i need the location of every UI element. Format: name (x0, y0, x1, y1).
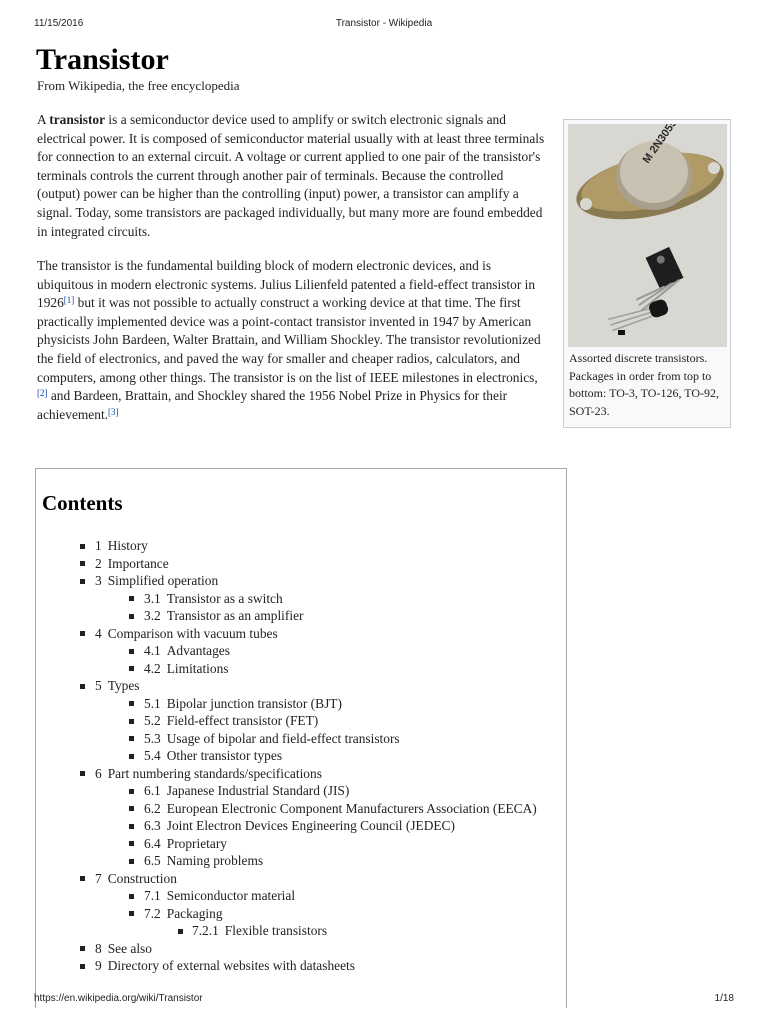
infobox (563, 119, 731, 428)
toc-item[interactable] (36, 625, 568, 643)
bullet-icon (129, 911, 134, 916)
toc-item[interactable] (36, 800, 568, 818)
bullet-icon (80, 579, 85, 584)
toc-label: Comparison with vacuum tubes (107, 625, 278, 641)
toc-item[interactable] (36, 922, 568, 940)
p1-lead: A (37, 112, 50, 127)
toc-number: 1 (95, 538, 102, 553)
transistors-photo[interactable] (568, 124, 727, 347)
toc-item[interactable] (36, 695, 568, 713)
reference-link-2[interactable]: [2] (37, 388, 48, 399)
toc-item[interactable] (36, 835, 568, 853)
toc-number: 5.4 (144, 748, 161, 763)
toc-number: 7.2.1 (192, 923, 219, 938)
toc-number: 3.2 (144, 608, 161, 623)
toc-number: 6.5 (144, 853, 161, 868)
bullet-icon (129, 859, 134, 864)
toc-item[interactable] (36, 957, 568, 975)
bullet-icon (129, 736, 134, 741)
bullet-icon (80, 771, 85, 776)
toc-label: European Electronic Component Manufacturers Association (EECA) (166, 800, 537, 816)
toc-item[interactable] (36, 607, 568, 625)
toc-label: Proprietary (166, 835, 227, 851)
toc-item[interactable] (36, 677, 568, 695)
table-of-contents (35, 468, 567, 1008)
toc-number: 6.4 (144, 835, 161, 851)
p2-text-1: The transistor is the fundamental building block of modern electronic devices, and is ubiquitous in modern electronic systems. Julius Lilienfeld patented a field-effect transistor in 1926 (37, 258, 536, 311)
bullet-icon (80, 946, 85, 951)
toc-item[interactable] (36, 572, 568, 590)
toc-number: 4 (95, 625, 102, 641)
toc-label: Field-effect transistor (FET) (166, 713, 319, 728)
p2-text-2: but it was not possible to actually construct a working device at that time. The first practically implemented device was a point-contact transistor invented in 1947 by American physicists John Bardeen, Walter Brattain, and William Shockley. The transistor revolutionized the field of electronics, and paved the way for smaller and cheaper radios, calculators, and computers, among other things. The transistor is on the list of IEEE milestones in electronics, (37, 295, 541, 385)
toc-number: 8 (95, 940, 102, 956)
toc-label: Packaging (166, 905, 223, 921)
bullet-icon (80, 561, 85, 566)
toc-item[interactable] (36, 590, 568, 608)
toc-number: 5 (95, 678, 102, 693)
toc-item[interactable] (36, 940, 568, 958)
bullet-icon (129, 596, 134, 601)
toc-item[interactable] (36, 642, 568, 660)
toc-item[interactable] (36, 747, 568, 765)
bullet-icon (129, 806, 134, 811)
bullet-icon (129, 894, 134, 899)
toc-number: 6.2 (144, 800, 161, 816)
toc-label: Semiconductor material (166, 888, 296, 903)
toc-label: Transistor as an amplifier (166, 608, 304, 623)
toc-label: Importance (107, 555, 169, 571)
bullet-icon (129, 789, 134, 794)
toc-number: 4.1 (144, 643, 161, 658)
toc-number: 3.1 (144, 590, 161, 606)
reference-link-1[interactable]: [1] (63, 295, 75, 306)
toc-number: 5.3 (144, 730, 161, 746)
bullet-icon (129, 754, 134, 759)
toc-item[interactable] (36, 537, 568, 555)
toc-label: History (107, 538, 148, 553)
toc-label: Joint Electron Devices Engineering Council (JEDEC) (166, 818, 455, 833)
p1-text: is a semiconductor device used to amplify or switch electronic signals and electrical power. It is composed of semiconductor material usually with at least three terminals for connection to an external circuit. A voltage or current applied to one pair of the transistor's terminals controls the current through another pair of terminals. Because the controlled (output) power can be higher than the controlling (input) power, a transistor can amplify a signal. Today, some transistors are packaged individually, but many more are found embedded in integrated circuits. (37, 112, 545, 239)
bullet-icon (80, 544, 85, 549)
bullet-icon (129, 649, 134, 654)
toc-label: Bipolar junction transistor (BJT) (166, 695, 342, 711)
toc-item[interactable] (36, 870, 568, 888)
toc-number: 5.1 (144, 695, 161, 711)
toc-number: 3 (95, 573, 102, 588)
toc-label: Construction (107, 870, 177, 886)
toc-label: Limitations (166, 660, 229, 676)
bullet-icon (129, 701, 134, 706)
toc-label: Naming problems (166, 853, 264, 868)
bullet-icon (80, 876, 85, 881)
reference-link-3[interactable]: [3] (108, 406, 119, 417)
toc-number: 9 (95, 958, 102, 973)
bullet-icon (129, 719, 134, 724)
toc-title: Contents (42, 491, 123, 515)
toc-number: 7.2 (144, 905, 161, 921)
toc-label: Advantages (166, 643, 230, 658)
toc-item[interactable] (36, 817, 568, 835)
toc-item[interactable] (36, 555, 568, 573)
bullet-icon (129, 614, 134, 619)
toc-item[interactable] (36, 765, 568, 783)
toc-label: Usage of bipolar and field-effect transistors (166, 730, 400, 746)
p2-text-3: and Bardeen, Brattain, and Shockley shared the 1956 Nobel Prize in Physics for their achievement. (37, 388, 508, 422)
print-page-title: Transistor - Wikipedia (335, 18, 433, 29)
page-title: Transistor (36, 43, 169, 76)
p1-bold-term: transistor (49, 112, 106, 127)
toc-item[interactable] (36, 660, 568, 678)
toc-number: 7 (95, 870, 102, 886)
toc-number: 6.1 (144, 783, 161, 798)
intro-paragraph-1 (37, 111, 545, 241)
toc-label: Directory of external websites with datasheets (107, 958, 355, 973)
bullet-icon (80, 684, 85, 689)
toc-label: Simplified operation (107, 573, 219, 588)
toc-label: Transistor as a switch (166, 590, 283, 606)
tagline: From Wikipedia, the free encyclopedia (37, 78, 240, 93)
bullet-icon (80, 631, 85, 636)
bullet-icon (129, 666, 134, 671)
bullet-icon (178, 929, 183, 934)
toc-label: Flexible transistors (224, 923, 328, 938)
toc-label: Japanese Industrial Standard (JIS) (166, 783, 350, 798)
print-date: 11/15/2016 (34, 18, 84, 29)
toc-item[interactable] (36, 887, 568, 905)
toc-label: Part numbering standards/specifications (107, 765, 322, 781)
toc-label: See also (107, 940, 152, 956)
toc-item[interactable] (36, 730, 568, 748)
toc-number: 2 (95, 555, 102, 571)
bullet-icon (129, 841, 134, 846)
toc-number: 7.1 (144, 888, 161, 903)
toc-label: Types (107, 678, 140, 693)
to3-marking: M 2N3055 (640, 124, 680, 166)
toc-item[interactable] (36, 712, 568, 730)
print-page-count: 1/18 (714, 993, 734, 1004)
transistors-illustration (568, 124, 727, 347)
toc-label: Other transistor types (166, 748, 283, 763)
toc-number: 6 (95, 765, 102, 781)
toc-number: 6.3 (144, 818, 161, 833)
bullet-icon (80, 964, 85, 969)
toc-item[interactable] (36, 782, 568, 800)
bullet-icon (129, 824, 134, 829)
toc-item[interactable] (36, 905, 568, 923)
print-url: https://en.wikipedia.org/wiki/Transistor (34, 993, 203, 1004)
intro-paragraph-2 (37, 257, 545, 424)
print-footer (0, 993, 768, 1007)
infobox-caption: Assorted discrete transistors. Packages in order from top to bottom: TO-3, TO-126, TO-92, SOT-23. (569, 351, 720, 418)
toc-number: 5.2 (144, 713, 161, 728)
toc-number: 4.2 (144, 660, 161, 676)
toc-item[interactable] (36, 852, 568, 870)
print-header (0, 18, 768, 32)
toc-list (36, 537, 568, 975)
